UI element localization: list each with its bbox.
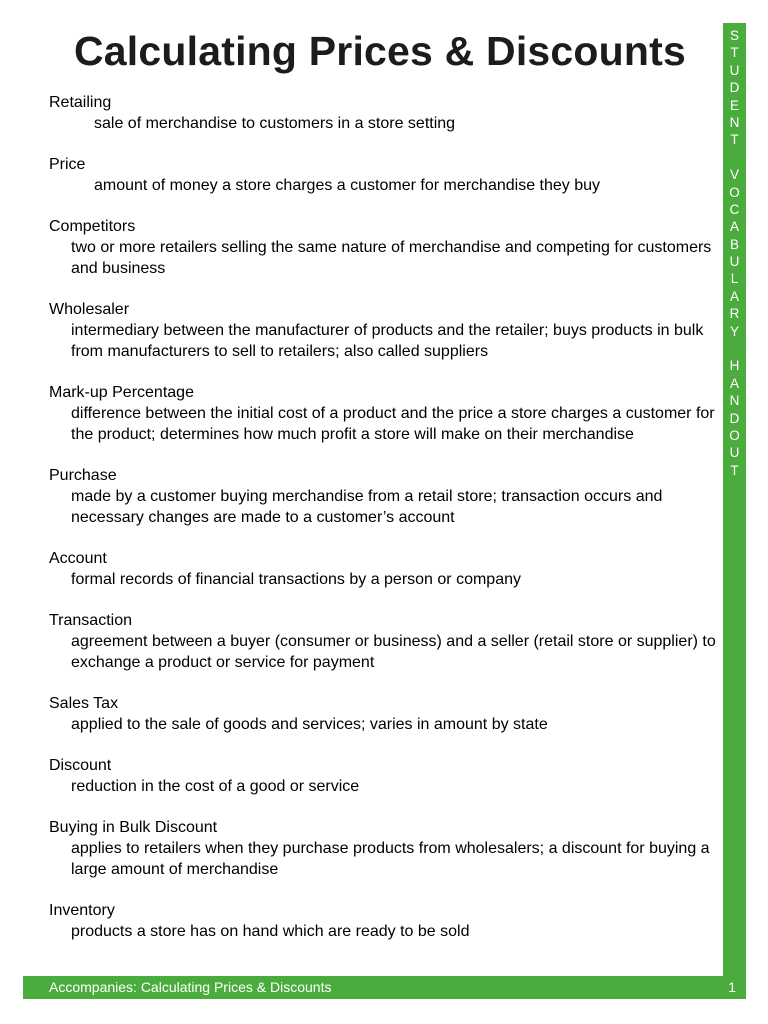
vocab-term: Sales Tax	[49, 695, 119, 712]
vocab-definition: intermediary between the manufacturer of products and the retailer; buys products in bulk from manufacturers to sell to retailers; also called suppliers	[71, 322, 704, 360]
vocab-term: Inventory	[49, 902, 115, 919]
vocab-definition: amount of money a store charges a customer for merchandise they buy	[94, 177, 601, 194]
sidebar-letter: A	[729, 288, 739, 304]
vocab-entry	[49, 548, 719, 590]
sidebar-letter: U	[729, 445, 740, 461]
vocab-definition: formal records of financial transactions by a person or company	[71, 571, 521, 588]
vocab-term: Wholesaler	[49, 301, 130, 318]
sidebar-letter: V	[729, 167, 739, 183]
vocab-entry	[49, 900, 719, 942]
sidebar-letter: T	[730, 132, 739, 148]
vocab-definition: made by a customer buying merchandise from a retail store; transaction occurs and necessary changes are made to a customer’s account	[71, 488, 663, 526]
sidebar-letter: O	[729, 184, 740, 200]
page-title: Calculating Prices & Discounts	[73, 28, 687, 74]
vocab-definition: applies to retailers when they purchase products from wholesalers; a discount for buying a large amount of merchandise	[71, 840, 710, 878]
sidebar-letter: C	[729, 201, 740, 217]
vocab-term: Purchase	[49, 467, 117, 484]
vocab-term: Discount	[49, 757, 112, 774]
sidebar-letter: B	[729, 236, 739, 252]
sidebar-label	[723, 27, 746, 479]
footer-text: Accompanies: Calculating Prices & Discounts	[49, 979, 332, 995]
sidebar-letter: D	[729, 410, 740, 426]
vocab-entry	[49, 465, 719, 528]
sidebar-letter: U	[729, 62, 740, 78]
sidebar-letter: R	[729, 306, 740, 322]
sidebar-letter: O	[729, 427, 740, 443]
vocab-term: Buying in Bulk Discount	[49, 819, 218, 836]
vocab-definition: two or more retailers selling the same nature of merchandise and competing for customers and business	[71, 239, 712, 277]
vocab-entry	[49, 693, 719, 735]
sidebar-letter: S	[729, 28, 739, 43]
vocab-entry	[49, 92, 719, 134]
sidebar-letter: N	[729, 114, 740, 130]
sidebar-letter: D	[729, 80, 740, 96]
vocab-entry	[49, 610, 719, 673]
sidebar-letter: L	[730, 271, 739, 287]
vocab-entry	[49, 382, 719, 445]
vocab-term: Mark-up Percentage	[49, 384, 194, 401]
vocabulary-list	[49, 92, 719, 962]
vocab-entry	[49, 216, 719, 279]
sidebar-letter: A	[729, 375, 739, 391]
vocab-term: Competitors	[49, 218, 136, 235]
vocab-entry	[49, 817, 719, 880]
vocab-term: Price	[49, 156, 86, 173]
sidebar-letter: Y	[729, 323, 739, 339]
page-number: 1	[728, 979, 736, 995]
vocab-definition: applied to the sale of goods and services; varies in amount by state	[71, 716, 548, 733]
vocab-definition: difference between the initial cost of a product and the price a store charges a customer for the product; determines how much profit a store will make on their merchandise	[71, 405, 715, 443]
sidebar-letter: T	[730, 45, 739, 61]
vocab-entry	[49, 755, 719, 797]
sidebar-letter: N	[729, 393, 740, 409]
vocab-entry	[49, 299, 719, 362]
vocab-term: Retailing	[49, 94, 112, 111]
sidebar-letter: U	[729, 254, 740, 270]
vocab-definition: reduction in the cost of a good or service	[71, 778, 360, 795]
vocab-definition: products a store has on hand which are ready to be sold	[71, 923, 470, 940]
sidebar-band	[723, 23, 746, 999]
footer-band	[23, 976, 746, 999]
vocab-definition: sale of merchandise to customers in a store setting	[94, 115, 456, 132]
sidebar-letter: E	[729, 97, 739, 113]
sidebar-letter: H	[729, 358, 740, 374]
sidebar-letter	[733, 149, 737, 166]
vocab-term: Account	[49, 550, 107, 567]
vocab-term: Transaction	[49, 612, 132, 629]
vocab-entry	[49, 154, 719, 196]
sidebar-letter: T	[730, 462, 739, 478]
vocab-definition: agreement between a buyer (consumer or business) and a seller (retail store or supplier) to exchange a product or service for payment	[71, 633, 716, 671]
sidebar-letter	[733, 340, 737, 357]
sidebar-letter: A	[729, 219, 739, 235]
